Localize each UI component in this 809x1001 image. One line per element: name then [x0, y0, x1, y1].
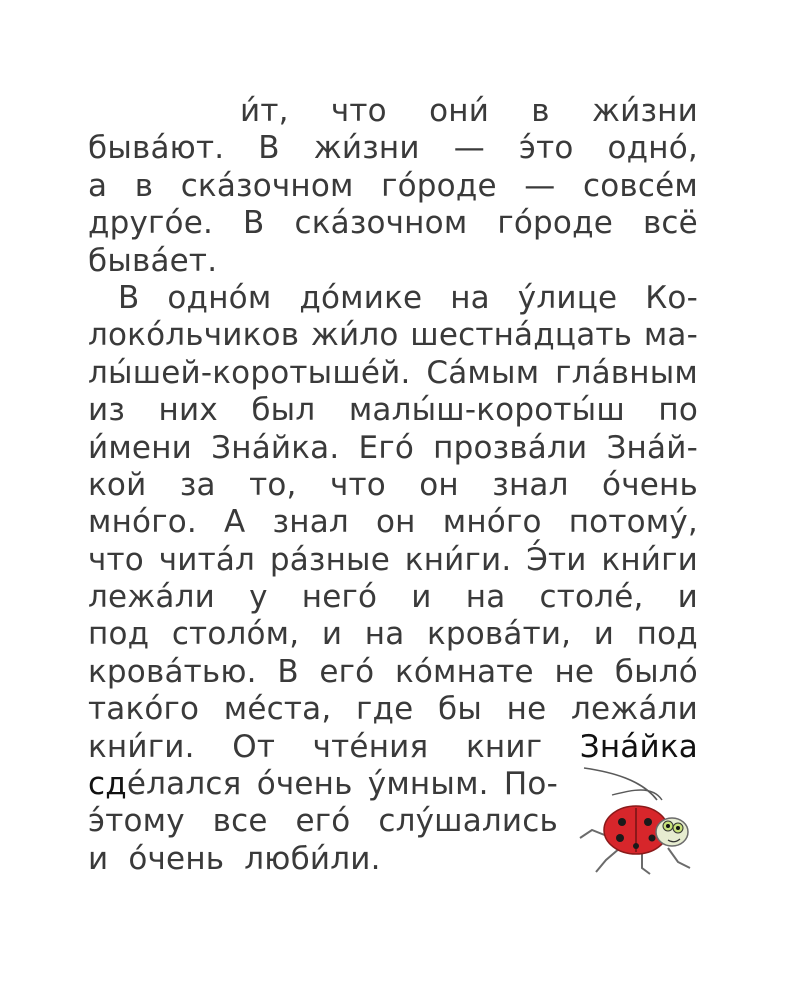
word: ко́мнате: [394, 653, 534, 690]
word: все: [212, 803, 268, 840]
word: они́: [429, 93, 490, 129]
text-line: [88, 579, 698, 616]
word: жи́зни: [591, 93, 698, 129]
word: и: [321, 616, 343, 653]
word: ска́зочном: [180, 167, 354, 204]
text-line: [88, 93, 698, 130]
text-line: [88, 691, 698, 728]
word: и́мени: [88, 429, 193, 466]
word: потому́,: [568, 504, 698, 541]
word: то,: [249, 466, 297, 503]
text-line: [88, 542, 698, 579]
word: быва́ет.: [88, 242, 218, 279]
word: крова́тью.: [88, 653, 257, 690]
word: о́чень: [256, 766, 353, 803]
word: до́мике: [299, 279, 423, 316]
text-line: [88, 168, 698, 205]
word: Э́ти: [526, 541, 587, 578]
word: чте́ния: [312, 728, 429, 765]
word: что: [329, 466, 386, 503]
word: о́чень: [602, 466, 698, 503]
word: кни́ги.: [404, 541, 512, 578]
text-line: [88, 355, 698, 392]
word: быва́ют.: [88, 130, 225, 167]
word: чита́л: [158, 541, 256, 578]
word: было́: [614, 653, 698, 690]
word: бы: [438, 691, 483, 728]
word: э́то: [518, 130, 574, 167]
text-line: [88, 317, 698, 354]
word: был: [251, 392, 316, 429]
word: совсе́м: [582, 167, 698, 204]
word: жи́ло: [310, 317, 399, 354]
word: кой: [88, 466, 147, 503]
text-line: [88, 130, 698, 167]
word: одно́м: [167, 279, 272, 316]
word: Са́мым: [426, 354, 540, 391]
word: В: [243, 205, 265, 242]
text-line: [88, 205, 698, 242]
word: тако́го: [88, 691, 200, 728]
word: ра́зные: [269, 541, 391, 578]
text-line: [88, 280, 698, 317]
word: под: [88, 616, 150, 653]
word: на: [465, 579, 506, 616]
word: знал: [272, 504, 349, 541]
text-line: [88, 616, 698, 653]
text-line: [88, 430, 698, 467]
word: лежа́ли: [88, 579, 215, 616]
word: слу́шались: [378, 803, 558, 840]
word: Зна́йка.: [211, 429, 340, 466]
word: малы́ш-короты́ш: [348, 392, 625, 429]
text-line: [88, 803, 558, 840]
word: крова́ти,: [426, 616, 572, 653]
word: где: [356, 691, 414, 728]
word: что: [330, 93, 387, 129]
word: не: [506, 691, 547, 728]
word: мно́го: [442, 504, 542, 541]
text-line: [88, 392, 698, 429]
word: у́мным.: [367, 766, 489, 803]
word: кни́ги: [601, 541, 698, 578]
word: под: [636, 616, 698, 653]
word: знал: [492, 466, 569, 503]
word: локо́льчиков: [88, 317, 300, 354]
word: по: [658, 392, 698, 429]
word: его́: [319, 653, 375, 690]
text-line: [88, 243, 698, 280]
word: что: [88, 541, 144, 578]
word: По-: [503, 766, 558, 803]
word: а: [88, 167, 108, 204]
word: ма-: [643, 317, 698, 354]
word: о́чень: [128, 840, 225, 877]
text-line: [88, 654, 698, 691]
word: он: [376, 504, 416, 541]
word: из: [88, 392, 126, 429]
word: го́роде: [497, 205, 613, 242]
word: его́: [295, 803, 351, 840]
word: —: [453, 130, 485, 167]
word: ме́ста,: [223, 691, 332, 728]
word: у́лице: [517, 279, 618, 316]
word: ска́зочном: [294, 205, 468, 242]
word: столе́,: [539, 579, 644, 616]
word: не: [554, 653, 595, 690]
word: кни́ги.: [88, 728, 195, 765]
word: друго́е.: [88, 205, 214, 242]
word: он: [419, 466, 459, 503]
word: —: [524, 167, 556, 204]
word: От: [232, 728, 276, 765]
word: прозва́ли: [433, 429, 588, 466]
word: В: [118, 279, 140, 316]
word: книг: [465, 728, 543, 765]
word: у: [249, 579, 268, 616]
word: э́тому: [88, 803, 185, 840]
word: и: [411, 579, 432, 616]
word: всё: [642, 205, 698, 242]
word: гла́вным: [555, 354, 698, 391]
word: мно́го.: [88, 504, 197, 541]
word: и́т,: [240, 93, 289, 129]
word: и: [593, 616, 615, 653]
text-line: [88, 504, 698, 541]
word: лежа́ли: [570, 691, 698, 728]
word: Ко-: [645, 279, 698, 316]
word: за: [179, 466, 216, 503]
word: Зна́й-: [606, 429, 698, 466]
word: А: [224, 504, 246, 541]
word: сде́лался: [88, 766, 242, 803]
word: шестна́дцать: [410, 317, 633, 354]
word: него́: [301, 579, 378, 616]
word: них: [158, 392, 218, 429]
word: люби́ли.: [244, 840, 381, 877]
word: столо́м,: [171, 616, 300, 653]
word: Его́: [358, 429, 414, 466]
word: жи́зни: [313, 130, 420, 167]
word: на: [450, 279, 490, 316]
word: в: [531, 93, 550, 129]
word: В: [277, 653, 299, 690]
text-line: [88, 766, 558, 803]
word: го́роде: [381, 167, 497, 204]
word: В: [258, 130, 280, 167]
ladybug-icon: [572, 760, 712, 880]
word: Зна́йка: [579, 728, 698, 765]
word: одно́,: [607, 130, 698, 167]
text-line: [88, 467, 698, 504]
word: лы́шей-коротыше́й.: [88, 354, 411, 391]
word: на: [364, 616, 405, 653]
word: и: [88, 840, 109, 877]
word: в: [134, 167, 154, 204]
word: и: [677, 579, 698, 616]
